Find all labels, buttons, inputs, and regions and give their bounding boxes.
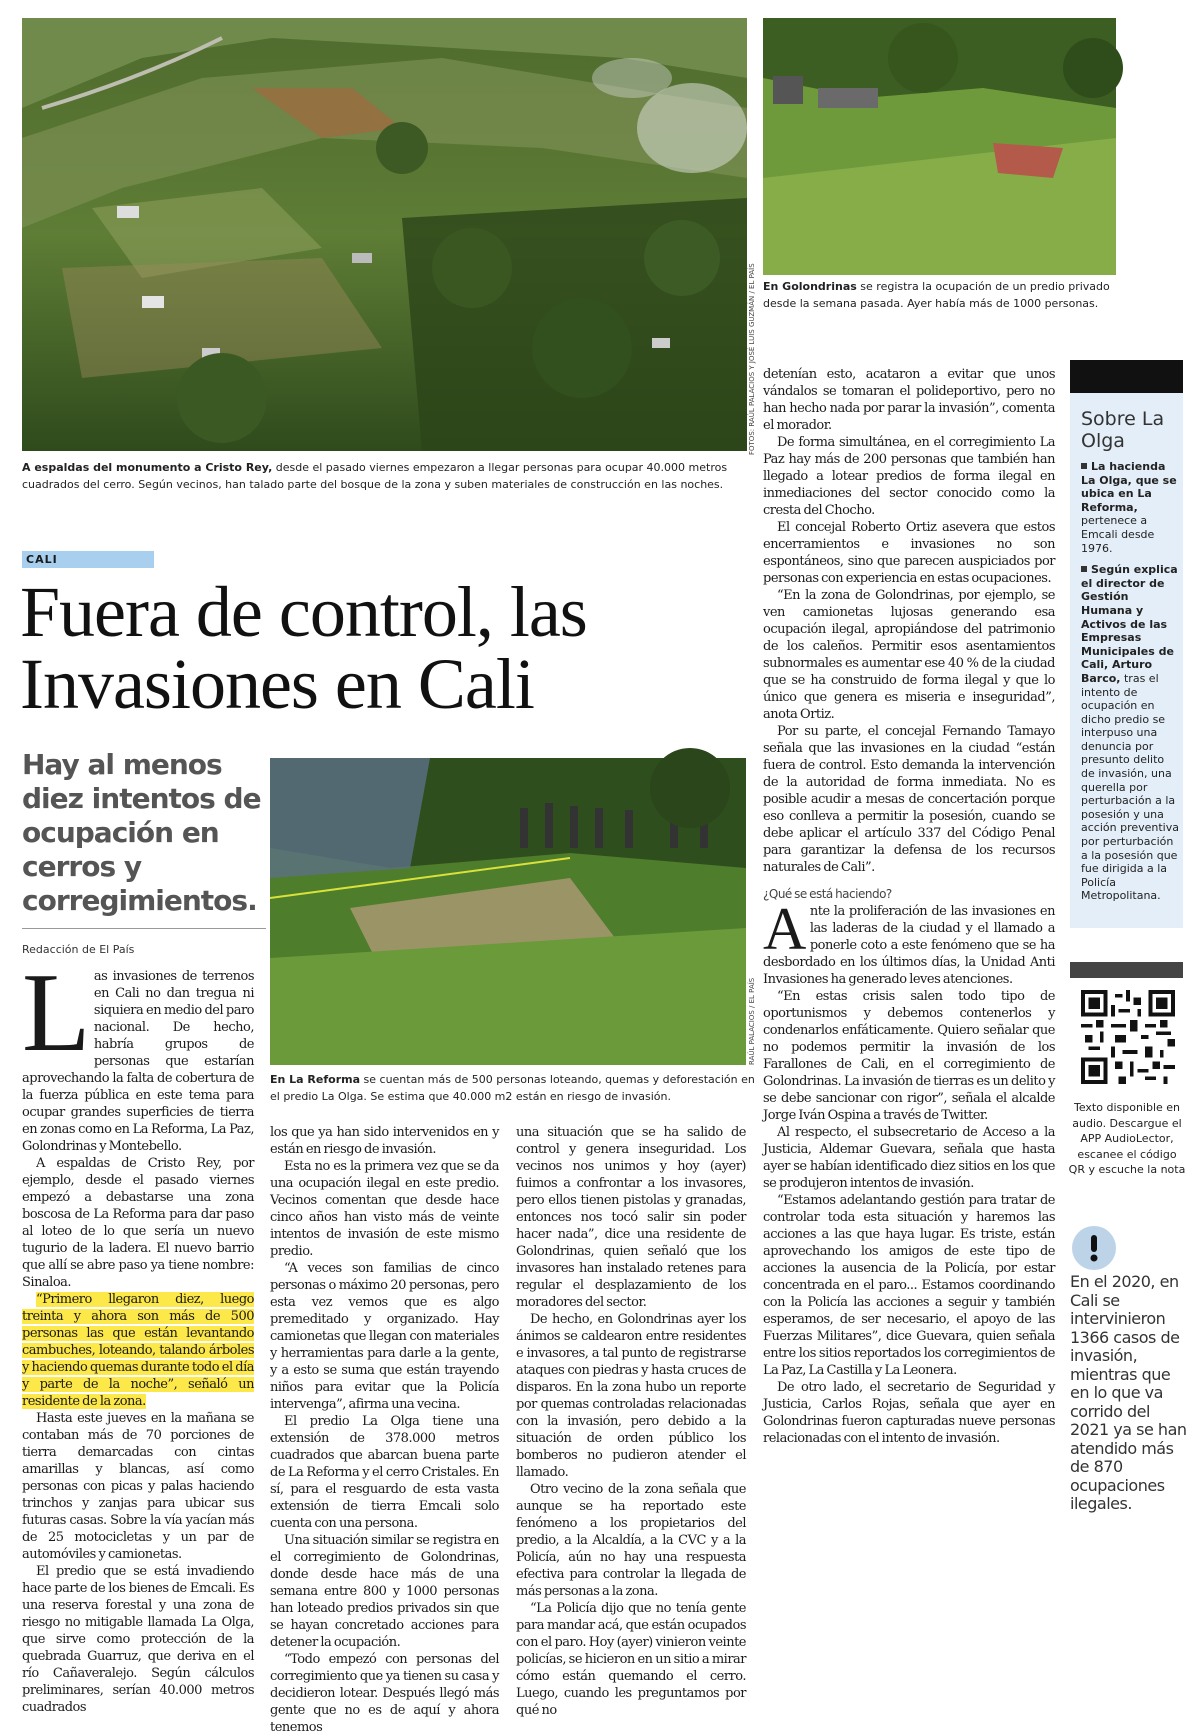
sidebar-header-bar: [1070, 360, 1183, 393]
paragraph: los que ya han sido intervenidos en y están en riesgo de invasión.: [270, 1125, 499, 1157]
paragraph: “Estamos adelantando gestión para tratar de controlar toda esta situación y haremos las acciones a las que haya lugar. Es triste, están aprovechando los amigos de este tipo de acciones la ausencia de la Policía, por estar concentrada en el paro... Estamos coordinando con la Policía las acciones a seguir y también esperamos, de ser necesario, el apoyo de las Fuerzas Militares”, dice Guevara, quien señala entre los sitios reportados los corregimientos de La Paz, La Castilla y La Leonera.: [763, 1193, 1055, 1378]
paragraph: A espaldas de Cristo Rey, por ejemplo, desde el pasado viernes empezó a debastarse una zona boscosa de La Reforma para dar paso al loteo de lo que sería un nuevo tugurio de la ladera. El nuevo barrio que allí se abre paso ya tiene nombre: Sinaloa.: [22, 1156, 254, 1290]
exclamation-glyph: [1072, 1226, 1116, 1270]
subhead-rule: [22, 928, 266, 929]
caption-lead: En La Reforma: [270, 1073, 361, 1086]
paragraph: as invasiones de terrenos en Cali no dan tregua ni siquiera en medio del paro nacional. De hecho, habría grupos de personas que estarían aprovechando la falta de cobertura de la fuerza pública en este tema para ocupar grandes superficies de tierra en zonas como en La Reforma, La Paz, Golondrinas y Montebello.: [22, 969, 254, 1154]
highlighted-quote: “Primero llegaron diez, luego treinta y ahora son más de 500 personas las que están levantando cambuches, loteando, talando árboles y haciendo quemas durante todo el día y parte de la noche”, señaló un residente de la zona.: [22, 1292, 254, 1409]
caption-golondrinas: [763, 278, 1116, 312]
qr-header-bar: [1070, 962, 1183, 978]
sidebar-item-bold: Según explica el director de Gestión Humana y Activos de las Empresas Municipales de Cali, Arturo Barco,: [1081, 563, 1178, 685]
paragraph: El concejal Roberto Ortiz asevera que estos encerramientos e invasiones no son espontáneos, sino que parecen auspiciados por personas con experiencia en estas ocupaciones.: [763, 520, 1055, 586]
photo-credit-center: RAÚL PALACIOS / EL PAÍS: [748, 977, 756, 1065]
drop-cap: L: [22, 951, 90, 1075]
photo-credit-top: FOTOS: RAÚL PALACIOS Y JOSÉ LUIS GUZMÁN / EL PAÍS: [748, 263, 756, 455]
caption-la-reforma: [270, 1071, 755, 1105]
byline: Redacción de El País: [22, 943, 135, 956]
sidebar-item-bold: La hacienda La Olga, que se ubica en La Reforma,: [1081, 460, 1177, 514]
sidebar-item-text: tras el intento de ocupación en dicho predio se interpuso una denuncia por presunto delito de invasión, una querella por perturbación a la posesión y una acción preventiva por perturbación a la posesión que fue dirigida a la Policía Metropolitana.: [1081, 671, 1179, 903]
golondrinas-photo-illustration: [763, 18, 1116, 275]
section-kicker: CALI: [22, 551, 154, 568]
stat-note: En el 2020, en Cali se intervinieron 1366 casos de invasión, mientras que en lo que va corrido del 2021 ya se han atendido más de 870 ocupaciones ilegales.: [1070, 1272, 1187, 1513]
paragraph: una situación que se ha salido de control y genera inseguridad. Los vecinos nos unimos y hoy (ayer) fuimos a confrontar a los invasores, pero ellos tienen pistolas y granadas, entonces nos tocó salir sin poder hacer nada”, dice una residente de Golondrinas, quien señaló que los invasores han instalado retenes para regular el desplazamiento de los moradores del sector.: [516, 1125, 746, 1310]
paragraph: “Todo empezó con personas del corregimiento que ya tienen su casa y decidieron lotear. Después llegó más gente que no es de aquí y ahora tenemos: [270, 1652, 499, 1735]
paragraph: “A veces son familias de cinco personas o máximo 20 personas, pero esta vez vemos que es algo premeditado y organizado. Hay camionetas que llegan con materiales y herramientas para darle a la gente, y a esto se suma que están trayendo niños para evitar que la Policía intervenga”, afirma una vecina.: [270, 1261, 499, 1412]
paragraph: detenían esto, acataron a evitar que unos vándalos se tomaran el polideportivo, pero no han hecho nada por parar la invasión”, comenta el morador.: [763, 367, 1055, 433]
paragraph: Por su parte, el concejal Fernando Tamayo señala que las invasiones en la ciudad “están fuera de control. Esto demanda la intervención de la autoridad de forma inmediata. No es posible acudir a mesas de concertación porque eso conlleva a permitir la posesión, cuando se debe aplicar el artículo 337 del Código Penal para garantizar la defensa de los recursos naturales de Cali”.: [763, 724, 1055, 875]
audio-note: Texto disponible en audio. Descargue el APP AudioLector, escanee el código QR y escuche la nota: [1068, 1101, 1186, 1176]
headline: Fuera de control, las Invasiones en Cali: [20, 572, 587, 724]
hillside-photo-illustration: [22, 18, 747, 451]
caption-lead: En Golondrinas: [763, 280, 857, 293]
article-column-1: [22, 951, 254, 1715]
caption-text: se cuentan más de 500 personas loteando, quemas y deforestación en el predio La Olga. Se estima que 40.000 m2 están en riesgo de invasión.: [270, 1073, 755, 1103]
paragraph: De otro lado, el secretario de Seguridad y Justicia, Carlos Rojas, señala que ayer en Golondrinas fueron capturadas nueve personas relacionadas con el intento de invasión.: [763, 1380, 1055, 1446]
paragraph: El predio que se está invadiendo hace parte de los bienes de Emcali. Es una reserva forestal y una zona de riesgo no mitigable llamada La Olga, que sirve como protección de la quebrada Guarruz, que deriva en el río Cañaveralejo. Según cálculos preliminares, serían 40.000 metros cuadrados: [22, 1564, 254, 1715]
caption-cristo-rey: [22, 459, 747, 493]
drop-cap: A: [763, 896, 806, 962]
photo-la-reforma: [270, 758, 746, 1065]
photo-cristo-rey-hillside: [22, 18, 747, 451]
sidebar-item-text: pertenece a Emcali desde 1976.: [1081, 514, 1155, 555]
subheadline: Hay al menos diez intentos de ocupación en cerros y corregimientos.: [22, 748, 261, 917]
la-reforma-photo-illustration: [270, 758, 746, 1065]
paragraph: Hasta este jueves en la mañana se contaban más de 70 porciones de tierra demarcadas con cintas amarillas y blancas, así como personas con picas y palas haciendo trinchos y zanjas para ubicar sus futuras casas. Sobre la vía yacían más de 25 motocicletas y un par de automóviles y camionetas.: [22, 1411, 254, 1562]
qr-code-icon[interactable]: [1081, 990, 1175, 1084]
paragraph: Al respecto, el subsecretario de Acceso a la Justicia, Aldemar Guevara, señala que hasta ayer se habían identificado diez sitios en los que se produjeron intentos de invasión.: [763, 1125, 1055, 1191]
paragraph: “En estas crisis salen todo tipo de oportunismos y debemos contenerlos y condenarlos enfáticamente. Quiero señalar que no podemos permitir la invasión de los Farallones de Cali, en el corregimiento de Golondrinas. La invasión de tierras es un delito y se debe sancionar con rigor”, señala el alcalde Jorge Iván Ospina a través de Twitter.: [763, 989, 1055, 1123]
exclamation-icon: [1072, 1226, 1116, 1270]
article-column-3: [516, 1124, 746, 1718]
bullet-icon: [1081, 463, 1087, 469]
bullet-icon: [1081, 566, 1087, 572]
caption-text: desde el pasado viernes empezaron a llegar personas para ocupar 40.000 metros cuadrados del cerro. Según vecinos, han talado parte del bosque de la zona y suben materiales de construcción en las noches.: [22, 461, 728, 491]
caption-lead: A espaldas del monumento a Cristo Rey,: [22, 461, 273, 474]
caption-text: se registra la ocupación de un predio privado desde la semana pasada. Ayer había más de 1000 personas.: [763, 280, 1110, 310]
paragraph: De hecho, en Golondrinas ayer los ánimos se caldearon entre residentes e invasores, a tal punto de registrarse ataques con piedras y hasta cruces de disparos. En la zona hubo un reporte por quemas controladas relacionadas con la invasión, pero debido a la situación de orden público los bomberos no pudieron atender el llamado.: [516, 1312, 746, 1480]
paragraph: De forma simultánea, en el corregimiento La Paz hay más de 200 personas que también han llegado a lotear predios de forma ilegal en inmediaciones del sector conocido como la cresta del Chocho.: [763, 435, 1055, 518]
paragraph: Una situación similar se registra en el corregimiento de Golondrinas, donde desde hace más de una semana entre 800 y 1000 personas han loteado predios privados sin que se hayan concretado acciones para detener la ocupación.: [270, 1533, 499, 1650]
paragraph: “La Policía dijo que no tenía gente para mandar acá, que están ocupados con el paro. Hoy (ayer) vinieron veinte policías, se hicieron en un sitio a mirar cómo están quemando el cerro. Luego, cuando les preguntamos por qué no: [516, 1601, 746, 1718]
article-column-2: [270, 1124, 499, 1735]
paragraph: Otro vecino de la zona señala que aunque se ha reportado este fenómeno a los propietarios del predio, a la Alcaldía, a la CVC y a la Policía, aún no hay una respuesta efectiva para controlar la llegada de más personas a la zona.: [516, 1482, 746, 1599]
paragraph: nte la proliferación de las invasiones en las laderas de la ciudad y el llamado a ponerle coto a este fenómeno que se ha desbordado en los últimos días, la Unidad Anti Invasiones ha generado leves atenciones.: [763, 904, 1055, 987]
section-subhead: ¿Qué se está haciendo?: [763, 887, 892, 901]
photo-golondrinas: [763, 18, 1116, 275]
sidebar-list: [1081, 460, 1179, 911]
sidebar-title: Sobre La Olga: [1081, 408, 1165, 452]
paragraph: Esta no es la primera vez que se da una ocupación ilegal en este predio. Vecinos comentan que desde hace cinco años han visto más de veinte intentos de invasión de este mismo predio.: [270, 1159, 499, 1259]
paragraph: “En la zona de Golondrinas, por ejemplo, se ven camionetas lujosas generando esa ocupación ilegal, apropiándose del patrimonio de los caleños. Permitir esos asentamientos subnormales es aumentar ese 40 % de la ciudad que se ha construido de forma ilegal y que lo único que genera es miseria e inseguridad”, anota Ortiz.: [763, 588, 1055, 722]
paragraph: El predio La Olga tiene una extensión de 378.000 metros cuadrados que abarcan buena parte de La Reforma y el cerro Cristales. En sí, para el resguardo de esta vasta extensión de tierra Emcali solo cuenta con una persona.: [270, 1414, 499, 1531]
article-column-4: [763, 366, 1055, 1660]
